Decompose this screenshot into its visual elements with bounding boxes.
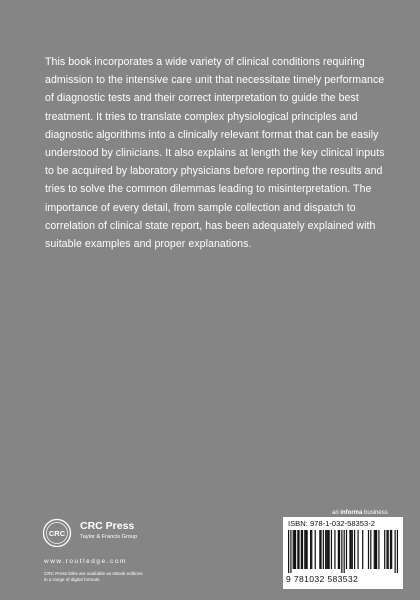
barcode-bar bbox=[344, 530, 345, 573]
informa-suffix: business bbox=[362, 510, 388, 516]
barcode-bar bbox=[307, 530, 308, 569]
barcode-bar bbox=[327, 530, 328, 569]
informa-business-tag bbox=[332, 510, 388, 516]
barcode-bar bbox=[362, 530, 363, 569]
barcode-bar bbox=[320, 530, 321, 569]
publisher-name: CRC Press bbox=[80, 520, 135, 532]
barcode-bar bbox=[349, 530, 350, 569]
publisher-website: www.routledge.com bbox=[44, 558, 127, 565]
barcode-bar bbox=[319, 530, 320, 569]
barcode-bar bbox=[295, 530, 296, 569]
publisher-group: Taylor & Francis Group bbox=[80, 534, 138, 540]
informa-prefix: an bbox=[332, 510, 341, 516]
barcode-bar bbox=[346, 530, 347, 569]
barcode-bar bbox=[294, 530, 295, 569]
barcode-bar bbox=[334, 530, 335, 569]
barcode-bar bbox=[354, 530, 355, 569]
isbn-barcode bbox=[283, 517, 403, 589]
barcode-bar bbox=[388, 530, 389, 569]
ebook-note bbox=[44, 571, 184, 583]
barcode-bar bbox=[302, 530, 303, 569]
ebook-note-line-1: CRC Press titles are available as eBook editions bbox=[44, 571, 143, 576]
barcode-bar bbox=[378, 530, 379, 569]
barcode-bar bbox=[374, 530, 375, 569]
barcode-bar bbox=[341, 530, 342, 573]
barcode-bar bbox=[376, 530, 377, 569]
barcode-bar bbox=[288, 530, 289, 573]
barcode-bar bbox=[352, 530, 353, 569]
barcode-bar bbox=[391, 530, 392, 569]
barcode-bar bbox=[301, 530, 302, 569]
barcode-bar bbox=[323, 530, 324, 569]
barcode-bar bbox=[395, 530, 396, 573]
barcode-bar bbox=[305, 530, 306, 569]
barcode-bar bbox=[397, 530, 398, 573]
barcode-bar bbox=[297, 530, 298, 569]
barcode-bar bbox=[311, 530, 312, 569]
barcode-bar bbox=[339, 530, 340, 569]
isbn-label: ISBN: 978-1-032-58353-2 bbox=[288, 519, 375, 528]
barcode-bar bbox=[325, 530, 326, 569]
barcode-bar bbox=[304, 530, 305, 569]
barcode-bar bbox=[370, 530, 371, 569]
barcode-bar bbox=[357, 530, 358, 569]
logo-mark-text: CRC bbox=[48, 529, 66, 538]
barcode-bar bbox=[315, 530, 316, 569]
barcode-bar bbox=[390, 530, 391, 569]
barcode-bar bbox=[293, 530, 294, 569]
barcode-bar bbox=[368, 530, 369, 569]
barcode-bar bbox=[384, 530, 385, 569]
book-description: This book incorporates a wide variety of clinical conditions requiring admission to the intensive care unit that necessitate timely performance of diagnostic tests and their correct interpretation to guide the best treatment. It tries to translate complex physiological principles and diagnostic algorithms into a clinically relevant format that can be easily understood by clinicians. It also explains at length the key clinical inputs to be acquired by laboratory physicians before reporting the results and tries to solve the common dilemmas leading to misinterpretation. The importance of every detail, from sample collection and dispatch to correlation of clinical state report, has been adequately explained with suitable examples and proper explanations. bbox=[45, 56, 385, 251]
barcode-bar bbox=[375, 530, 376, 569]
barcode-bar bbox=[338, 530, 339, 569]
ebook-note-line-2: in a range of digital formats bbox=[44, 577, 100, 582]
barcode-bar bbox=[298, 530, 299, 569]
barcode-bar bbox=[351, 530, 352, 569]
barcode-digits: 9 781032 583532 bbox=[286, 574, 359, 584]
barcode-bar bbox=[331, 530, 332, 569]
barcode-bar bbox=[326, 530, 327, 569]
barcode-bar bbox=[290, 530, 291, 573]
informa-brand: informa bbox=[340, 510, 363, 516]
barcode-bar bbox=[329, 530, 330, 569]
barcode-bar bbox=[386, 530, 387, 569]
barcode-bars bbox=[288, 530, 398, 573]
barcode-bar bbox=[310, 530, 311, 569]
crc-press-logo-icon bbox=[42, 518, 72, 548]
